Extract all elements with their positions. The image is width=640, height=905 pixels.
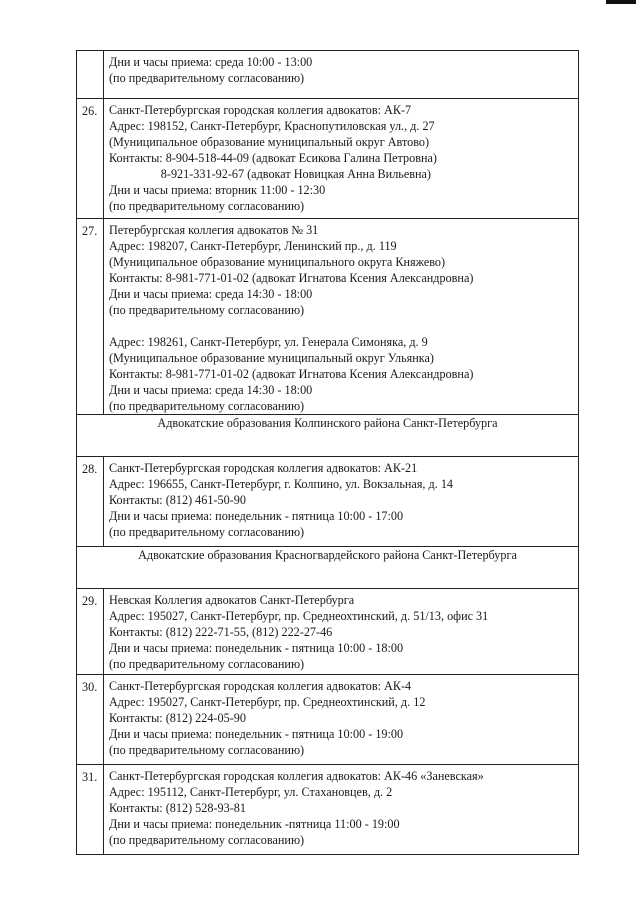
entry-line: Дни и часы приема: среда 14:30 - 18:00 xyxy=(109,287,313,301)
entry-line: Дни и часы приема: понедельник - пятница 10:00 - 19:00 xyxy=(109,727,404,741)
table-row xyxy=(77,99,579,219)
section-header-row xyxy=(77,415,579,457)
entry-line: Дни и часы приема: среда 10:00 - 13:00 xyxy=(109,55,313,69)
entry-line: (по предварительному согласованию) xyxy=(109,399,305,413)
entry-line: (по предварительному согласованию) xyxy=(109,657,305,671)
entry-line: 8-921-331-92-67 (адвокат Новицкая Анна Вильевна) xyxy=(109,167,431,181)
entry-line: Санкт-Петербургская городская коллегия адвокатов: АК-4 xyxy=(109,679,412,693)
row-number-cell: 27. xyxy=(77,219,104,415)
entry-content-cell xyxy=(104,51,579,99)
row-number-cell: 29. xyxy=(77,589,104,675)
entry-line: Невская Коллегия адвокатов Санкт-Петербурга xyxy=(109,593,355,607)
entry-spacer xyxy=(109,318,578,334)
entry-line: Контакты: (812) 461-50-90 xyxy=(109,493,246,507)
entry-line: (Муниципальное образование муниципальный округ Ульянка) xyxy=(109,351,434,365)
table-row xyxy=(77,51,579,99)
entry-content-cell xyxy=(104,589,579,675)
entry-line: Контакты: (812) 222-71-55, (812) 222-27-46 xyxy=(109,625,333,639)
section-header-row xyxy=(77,547,579,589)
entry-line: Санкт-Петербургская городская коллегия адвокатов: АК-46 «Заневская» xyxy=(109,769,484,783)
entry-line: Санкт-Петербургская городская коллегия адвокатов: АК-7 xyxy=(109,103,412,117)
row-number-cell: 30. xyxy=(77,675,104,765)
entry-line: (по предварительному согласованию) xyxy=(109,833,305,847)
table-row xyxy=(77,219,579,415)
section-title-krasnogvardeysky: Адвокатские образования Красногвардейского района Санкт-Петербурга xyxy=(77,547,579,589)
entry-content-cell xyxy=(104,457,579,547)
entry-line: (Муниципальное образование муниципальный округ Автово) xyxy=(109,135,430,149)
entry-line: (по предварительному согласованию) xyxy=(109,525,305,539)
entry-line: Адрес: 196655, Санкт-Петербург, г. Колпино, ул. Вокзальная, д. 14 xyxy=(109,477,454,491)
entry-line: (по предварительному согласованию) xyxy=(109,303,305,317)
entry-line: Контакты: (812) 224-05-90 xyxy=(109,711,246,725)
entry-line: Дни и часы приема: вторник 11:00 - 12:30 xyxy=(109,183,326,197)
entry-line: (Муниципальное образование муниципального округа Княжево) xyxy=(109,255,446,269)
entry-content-cell xyxy=(104,99,579,219)
lawyer-offices-table xyxy=(76,50,579,855)
entry-line: Дни и часы приема: понедельник - пятница 10:00 - 18:00 xyxy=(109,641,404,655)
entry-line: Петербургская коллегия адвокатов № 31 xyxy=(109,223,319,237)
row-number-cell: 26. xyxy=(77,99,104,219)
entry-line: Контакты: 8-981-771-01-02 (адвокат Игнатова Ксения Александровна) xyxy=(109,367,474,381)
scan-edge-mark xyxy=(606,0,636,4)
entry-line: Контакты: 8-981-771-01-02 (адвокат Игнатова Ксения Александровна) xyxy=(109,271,474,285)
entry-line: (по предварительному согласованию) xyxy=(109,743,305,757)
entry-line: Адрес: 198261, Санкт-Петербург, ул. Генерала Симоняка, д. 9 xyxy=(109,335,428,349)
table-row xyxy=(77,675,579,765)
table-row xyxy=(77,457,579,547)
entry-line: Адрес: 195027, Санкт-Петербург, пр. Среднеохтинский, д. 12 xyxy=(109,695,426,709)
entry-content-cell xyxy=(104,219,579,415)
entry-line: (по предварительному согласованию) xyxy=(109,199,305,213)
row-number-cell: 31. xyxy=(77,765,104,855)
entry-line: Контакты: 8-904-518-44-09 (адвокат Есикова Галина Петровна) xyxy=(109,151,437,165)
entry-line: Дни и часы приема: понедельник -пятница 11:00 - 19:00 xyxy=(109,817,400,831)
table-row xyxy=(77,765,579,855)
entry-line: (по предварительному согласованию) xyxy=(109,71,305,85)
entry-line: Адрес: 195112, Санкт-Петербург, ул. Стахановцев, д. 2 xyxy=(109,785,393,799)
entry-content-cell xyxy=(104,765,579,855)
section-title-kolpino: Адвокатские образования Колпинского района Санкт-Петербурга xyxy=(77,415,579,457)
entry-line: Контакты: (812) 528-93-81 xyxy=(109,801,246,815)
entry-line: Адрес: 195027, Санкт-Петербург, пр. Среднеохтинский, д. 51/13, офис 31 xyxy=(109,609,489,623)
row-number-cell: 28. xyxy=(77,457,104,547)
entry-line: Адрес: 198207, Санкт-Петербург, Ленинский пр., д. 119 xyxy=(109,239,397,253)
table-row xyxy=(77,589,579,675)
entry-line: Дни и часы приема: среда 14:30 - 18:00 xyxy=(109,383,313,397)
entry-content-cell xyxy=(104,675,579,765)
entry-line: Дни и часы приема: понедельник - пятница 10:00 - 17:00 xyxy=(109,509,404,523)
entry-line: Адрес: 198152, Санкт-Петербург, Краснопутиловская ул., д. 27 xyxy=(109,119,435,133)
entry-line: Санкт-Петербургская городская коллегия адвокатов: АК-21 xyxy=(109,461,418,475)
row-number-cell xyxy=(77,51,104,99)
